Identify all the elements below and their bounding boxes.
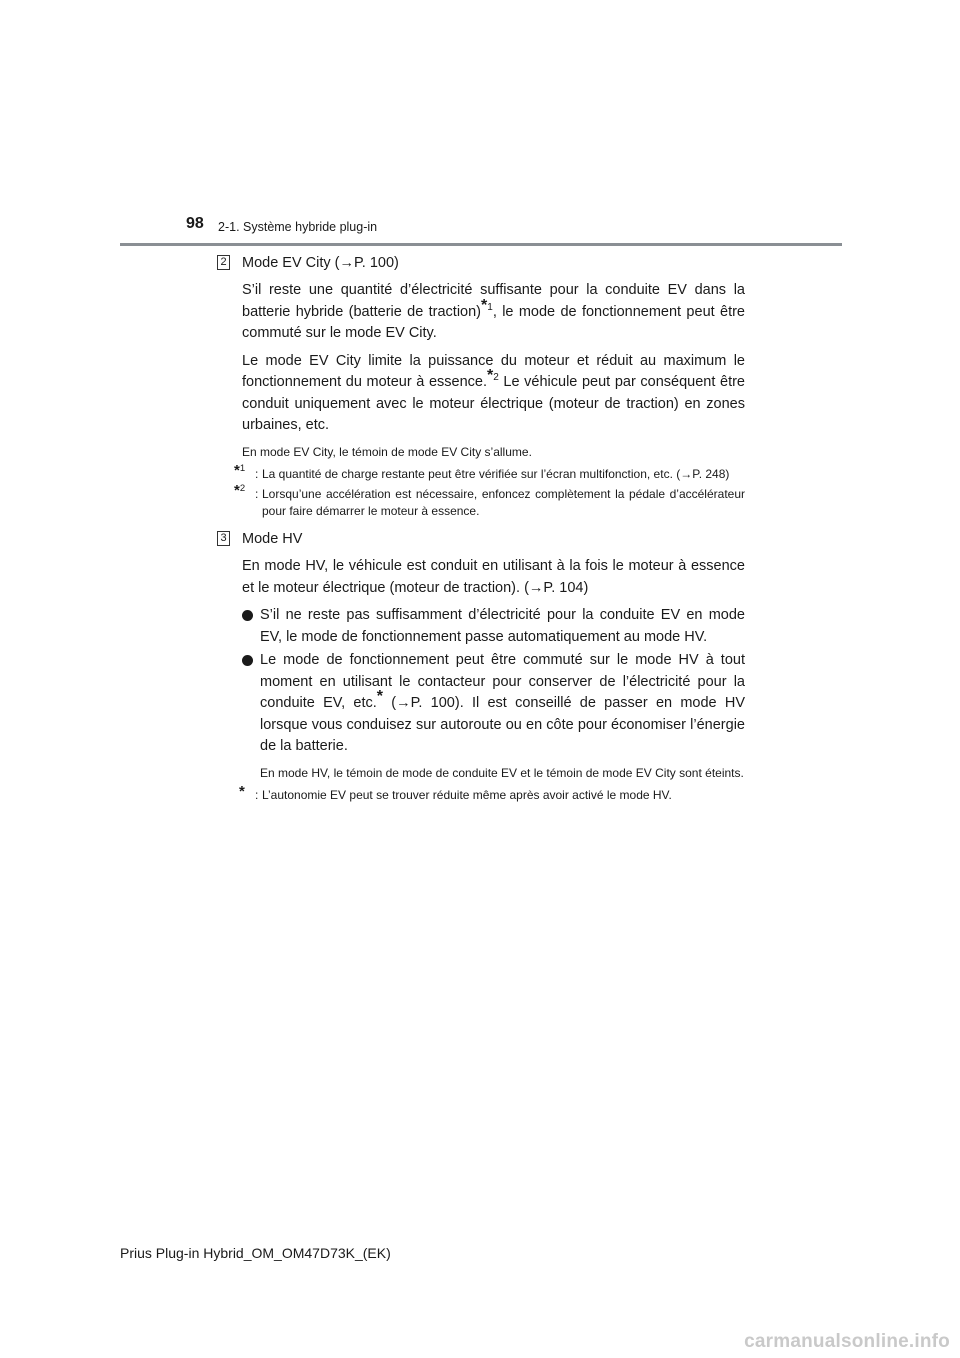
note-text: En mode EV City, le témoin de mode EV City s’allume. [242,444,532,459]
footnote: * : L’autonomie EV peut se trouver réduite même après avoir activé le mode HV. [242,787,745,804]
header-divider [120,243,842,246]
footnote-text: La quantité de charge restante peut être vérifiée sur l’écran multifonction, etc. (→P. 248) [262,466,730,481]
document-id: Prius Plug-in Hybrid_OM_OM47D73K_(EK) [120,1245,391,1261]
item-number-badge: 3 [217,531,230,546]
main-content [220,253,746,803]
bullet-icon [242,655,253,666]
item-number-badge: 2 [217,255,230,270]
footnote-text: L’autonomie EV peut se trouver réduite même après avoir activé le mode HV. [262,787,672,802]
footnote: *$^2$ : Lorsqu’une accélération est nécessaire, enfoncez complètement la pédale d’accélérateur pour faire démarrer le moteur à essence. [234,482,745,518]
list-item: S’il ne reste pas suffisamment d’électricité pour la conduite EV en mode EV, le mode de fonctionnement passe automatiquement au mode HV. [242,605,745,648]
item-title: Mode EV City (→P. 100) [242,255,399,271]
bullet-list [242,605,745,758]
footnote-text: Lorsqu’une accélération est nécessaire, enfoncez complètement la pédale d’accélérateur pour faire démarrer le moteur à essence. [262,487,745,518]
item-hv-mode [220,529,746,803]
footnote-marker: *$^1$ [234,461,246,479]
footnote-marker: * [239,782,245,800]
item-title: Mode HV [242,531,303,547]
paragraph: Le mode EV City limite la puissance du moteur et réduit au maximum le fonctionnement du moteur à essence.$^{*2}$ Le véhicule peut par conséquent être conduit uniquement avec le moteur électrique (moteur de traction) en zones urbaines, etc. [242,352,745,433]
footnote-marker: *$^2$ [234,482,246,499]
item-ev-city [220,253,745,519]
bullet-icon [242,610,253,621]
page-number: 98 [186,215,204,232]
footnote: *$^1$ : La quantité de charge restante peut être vérifiée sur l’écran multifonction, etc. (→P. 248) [242,466,745,483]
section-title: 2-1. Système hybride plug-in [218,220,378,234]
paragraph: S’il reste une quantité d’électricité suffisante pour la conduite EV dans la batterie hybride (batterie de traction)$^{*1}$, le mode de fonctionnement peut être commuté sur le mode EV City. [242,282,745,341]
note-text: En mode HV, le témoin de mode de conduite EV et le témoin de mode EV City sont éteints. [260,765,744,780]
paragraph: En mode HV, le véhicule est conduit en utilisant à la fois le moteur à essence et le moteur électrique (moteur de traction). (→P. 104) [242,558,745,596]
list-item: Le mode de fonctionnement peut être commuté sur le mode HV à tout moment en utilisant le contacteur pour conserver de l’électricité pour la conduite EV, etc.* (→P. 100). Il est conseillé de passer en mode HV lorsque vous conduisez sur autoroute ou en côte pour économiser l’énergie de la batterie. [242,650,745,758]
watermark: carmanualsonline.info [744,1331,950,1352]
